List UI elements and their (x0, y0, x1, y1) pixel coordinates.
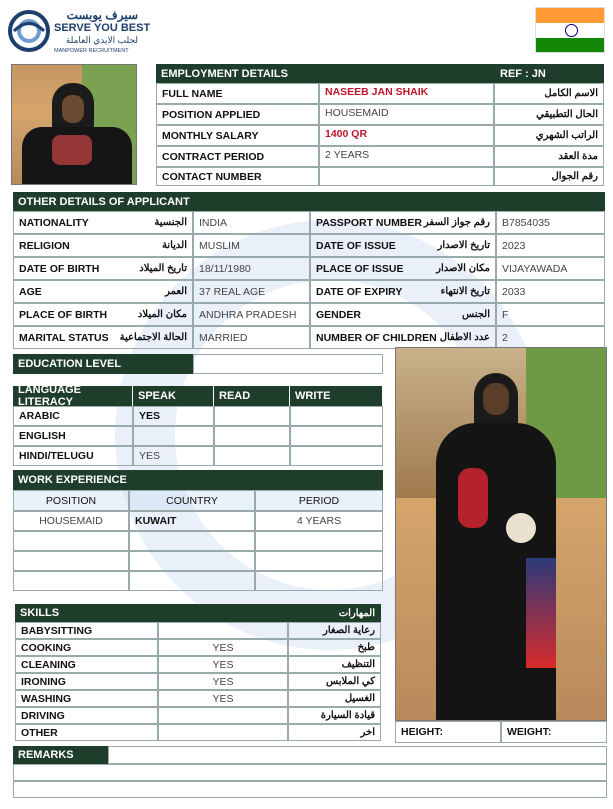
remarks-header: REMARKS (13, 746, 108, 764)
education-header: EDUCATION LEVEL (13, 354, 193, 374)
employment-label-ar: الراتب الشهري (494, 125, 604, 146)
employment-value: 2 YEARS (319, 146, 494, 167)
language-cell: HINDI/TELUGU (13, 446, 133, 466)
language-column-header: LANGUAGE LITERACY (13, 386, 133, 406)
detail-value: VIJAYAWADA (496, 257, 605, 280)
detail-label-en: AGE (19, 285, 42, 298)
detail-label-en: DATE OF ISSUE (316, 239, 396, 252)
weight-label: WEIGHT: (501, 721, 607, 743)
detail-label (310, 257, 496, 280)
language-cell (214, 446, 290, 466)
skill-value (158, 707, 288, 724)
language-table (13, 386, 383, 466)
skills-table (15, 604, 381, 742)
detail-label (13, 211, 193, 234)
work-column-header: PERIOD (255, 490, 383, 511)
employment-label: POSITION APPLIED (156, 104, 319, 125)
detail-label-en: DATE OF BIRTH (19, 262, 100, 275)
skill-name: OTHER (15, 724, 158, 741)
skill-value: YES (158, 656, 288, 673)
language-cell (214, 426, 290, 446)
detail-label-ar: تاريخ الاصدار (437, 240, 490, 251)
employment-label-ar: الحال التطبيقي (494, 104, 604, 125)
work-cell (13, 551, 129, 571)
skill-name-ar: طبخ (288, 639, 381, 656)
detail-label-en: RELIGION (19, 239, 70, 252)
employment-value: HOUSEMAID (319, 104, 494, 125)
work-experience-table (13, 470, 383, 592)
work-column-header: COUNTRY (129, 490, 255, 511)
detail-value: ANDHRA PRADESH (193, 303, 310, 326)
language-cell (290, 446, 383, 466)
skill-name-ar: الغسيل (288, 690, 381, 707)
detail-label (13, 280, 193, 303)
detail-label (13, 326, 193, 349)
work-column-header: POSITION (13, 490, 129, 511)
detail-label-en: PLACE OF ISSUE (316, 262, 404, 275)
detail-label-ar: الجنسية (154, 217, 187, 228)
skills-title: SKILLS (20, 607, 60, 619)
applicant-photo-small (11, 64, 137, 185)
detail-value: INDIA (193, 211, 310, 234)
language-cell (133, 426, 214, 446)
skill-value: YES (158, 639, 288, 656)
language-cell: YES (133, 406, 214, 426)
employment-header (156, 64, 604, 83)
employment-label-ar: الاسم الكامل (494, 83, 604, 104)
education-value (193, 354, 383, 374)
work-cell (255, 531, 383, 551)
brand-arabic-tagline: لجلب الايدي العاملة (65, 35, 138, 45)
india-flag-icon (535, 7, 605, 53)
employment-label-ar: مدة العقد (494, 146, 604, 167)
detail-label (13, 234, 193, 257)
language-cell (290, 426, 383, 446)
language-column-header: SPEAK (133, 386, 214, 406)
detail-label-en: MARITAL STATUS (19, 331, 109, 344)
detail-value: MUSLIM (193, 234, 310, 257)
employment-value: 1400 QR (319, 125, 494, 146)
skill-value (158, 622, 288, 639)
employment-title: EMPLOYMENT DETAILS (161, 67, 288, 80)
brand-arabic-name: سيرف يوبست (66, 8, 138, 22)
work-cell: 4 YEARS (255, 511, 383, 531)
logo-emblem-icon (8, 10, 50, 52)
skill-name-ar: قيادة السيارة (288, 707, 381, 724)
language-cell (290, 406, 383, 426)
remarks-line-2 (13, 764, 607, 781)
detail-label (310, 211, 496, 234)
detail-label-ar: تاريخ الانتهاء (440, 286, 490, 297)
detail-value: 2033 (496, 280, 605, 303)
detail-label-ar: مكان الاصدار (436, 263, 490, 274)
detail-label (13, 303, 193, 326)
detail-label-ar: عدد الاطفال (439, 332, 490, 343)
employment-value: NASEEB JAN SHAIK (319, 83, 494, 104)
skill-name-ar: رعاية الصغار (288, 622, 381, 639)
height-label: HEIGHT: (395, 721, 501, 743)
detail-value: 2023 (496, 234, 605, 257)
detail-label (310, 280, 496, 303)
detail-label-ar: مكان الميلاد (137, 309, 187, 320)
remarks-line-1 (108, 746, 607, 764)
work-experience-header: WORK EXPERIENCE (13, 470, 383, 490)
detail-value: 18/11/1980 (193, 257, 310, 280)
body-measurements (395, 721, 607, 743)
other-details-table (13, 192, 605, 349)
employment-value (319, 167, 494, 186)
skill-name-ar: اخر (288, 724, 381, 741)
skill-value (158, 724, 288, 741)
brand-subtitle: MANPOWER RECRUITMENT (54, 48, 129, 54)
employment-label: CONTRACT PERIOD (156, 146, 319, 167)
detail-value: B7854035 (496, 211, 605, 234)
skill-name-ar: التنظيف (288, 656, 381, 673)
detail-label-ar: الحالة الاجتماعية (119, 332, 187, 343)
employment-label: MONTHLY SALARY (156, 125, 319, 146)
detail-label-ar: رقم جواز السفر (423, 217, 490, 228)
language-cell: ENGLISH (13, 426, 133, 446)
work-cell (13, 531, 129, 551)
skill-name: DRIVING (15, 707, 158, 724)
detail-label-ar: العمر (165, 286, 187, 297)
work-cell (255, 551, 383, 571)
skill-value: YES (158, 690, 288, 707)
skill-name-ar: كي الملابس (288, 673, 381, 690)
detail-label-ar: تاريخ الميلاد (139, 263, 187, 274)
skill-name: BABYSITTING (15, 622, 158, 639)
employment-label: FULL NAME (156, 83, 319, 104)
work-cell (129, 531, 255, 551)
detail-value: 37 REAL AGE (193, 280, 310, 303)
work-cell (255, 571, 383, 591)
work-cell: HOUSEMAID (13, 511, 129, 531)
brand-logo (8, 8, 151, 58)
detail-label (13, 257, 193, 280)
employment-label: CONTACT NUMBER (156, 167, 319, 186)
language-cell (214, 406, 290, 426)
remarks-section (13, 746, 607, 798)
education-level-row (13, 354, 383, 374)
detail-label-en: GENDER (316, 308, 361, 321)
skills-header (15, 604, 381, 622)
other-details-header: OTHER DETAILS OF APPLICANT (13, 192, 605, 211)
skill-name: CLEANING (15, 656, 158, 673)
work-cell (129, 571, 255, 591)
detail-label (310, 303, 496, 326)
language-column-header: WRITE (290, 386, 383, 406)
work-cell (13, 571, 129, 591)
detail-value: MARRIED (193, 326, 310, 349)
brand-name: SERVE YOU BEST (54, 22, 151, 34)
skill-name: COOKING (15, 639, 158, 656)
language-cell: YES (133, 446, 214, 466)
skill-name: WASHING (15, 690, 158, 707)
applicant-photo-large (395, 347, 607, 721)
language-column-header: READ (214, 386, 290, 406)
detail-value: F (496, 303, 605, 326)
work-cell: KUWAIT (129, 511, 255, 531)
work-cell (129, 551, 255, 571)
detail-label-ar: الجنس (461, 309, 490, 320)
skill-name: IRONING (15, 673, 158, 690)
employment-label-ar: رقم الجوال (494, 167, 604, 186)
skill-value: YES (158, 673, 288, 690)
detail-value: 2 (496, 326, 605, 349)
employment-details-table (156, 64, 604, 186)
language-cell: ARABIC (13, 406, 133, 426)
skills-title-ar: المهارات (338, 607, 375, 619)
detail-label-ar: الديانة (161, 240, 187, 251)
remarks-line-3 (13, 781, 607, 798)
detail-label (310, 234, 496, 257)
detail-label (310, 326, 496, 349)
ref-number: REF : JN (500, 67, 546, 80)
detail-label-en: DATE OF EXPIRY (316, 285, 403, 298)
detail-label-en: NUMBER OF CHILDREN (316, 331, 437, 344)
detail-label-en: PLACE OF BIRTH (19, 308, 108, 321)
detail-label-en: PASSPORT NUMBER (316, 216, 422, 229)
detail-label-en: NATIONALITY (19, 216, 89, 229)
